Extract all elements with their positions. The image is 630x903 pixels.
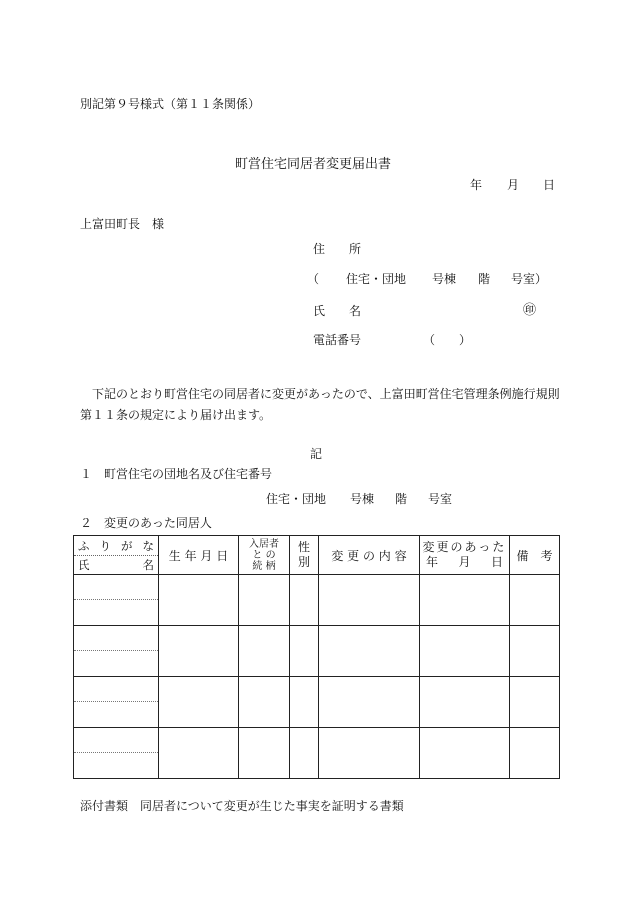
table-header-row [74, 536, 560, 575]
item1-heading: １ 町営住宅の団地名及び住宅番号 [80, 467, 273, 481]
change-date-input-cell[interactable] [420, 626, 510, 677]
room-label: 号室） [511, 272, 548, 286]
body-text-line2: 第１１条の規定により届け出ます。 [80, 408, 272, 422]
change-content-input-cell[interactable] [319, 575, 420, 626]
name-input-cell[interactable] [74, 728, 159, 779]
addressee: 上富田町長 様 [80, 217, 165, 231]
table-row [74, 677, 560, 728]
birthdate-input-cell[interactable] [159, 728, 239, 779]
address-label: 住 所 [313, 242, 362, 256]
date-month: 月 [507, 178, 520, 192]
th-sex: 性 別 [290, 536, 319, 575]
birthdate-input-cell[interactable] [159, 677, 239, 728]
birthdate-input-cell[interactable] [159, 626, 239, 677]
th-relation: 入居者 と の 続 柄 [239, 536, 290, 575]
sex-input-cell[interactable] [290, 575, 319, 626]
birthdate-input-cell[interactable] [159, 575, 239, 626]
relation-input-cell[interactable] [239, 677, 290, 728]
sex-input-cell[interactable] [290, 677, 319, 728]
date-day: 日 [543, 178, 556, 192]
sex-input-cell[interactable] [290, 626, 319, 677]
sex-input-cell[interactable] [290, 728, 319, 779]
relation-input-cell[interactable] [239, 575, 290, 626]
change-date-input-cell[interactable] [420, 677, 510, 728]
item2-heading: ２ 変更のあった同居人 [80, 516, 212, 530]
th-change-content: 変 更 の 内 容 [319, 536, 420, 575]
change-content-input-cell[interactable] [319, 728, 420, 779]
phone-label: 電話番号 [313, 333, 362, 347]
name-label: 氏 名 [313, 304, 362, 318]
name-input-cell[interactable] [74, 677, 159, 728]
housing-open-paren: （ [307, 272, 320, 286]
relation-input-cell[interactable] [239, 626, 290, 677]
remarks-input-cell[interactable] [510, 728, 560, 779]
change-date-input-cell[interactable] [420, 728, 510, 779]
remarks-input-cell[interactable] [510, 626, 560, 677]
phone-parens: （ ） [423, 333, 472, 347]
item1-building: 号棟 [350, 492, 375, 506]
name-input-cell[interactable] [74, 575, 159, 626]
change-date-input-cell[interactable] [420, 575, 510, 626]
building-label: 号棟 [432, 272, 457, 286]
date-year: 年 [470, 178, 483, 192]
th-name [74, 536, 159, 575]
th-change-date: 変更のあった 年 月 日 [420, 536, 510, 575]
th-remarks: 備 考 [510, 536, 560, 575]
remarks-input-cell[interactable] [510, 575, 560, 626]
table-row [74, 626, 560, 677]
item1-room: 号室 [428, 492, 453, 506]
housing-type: 住宅・団地 [346, 272, 407, 286]
relation-input-cell[interactable] [239, 728, 290, 779]
ki-heading: 記 [310, 447, 323, 461]
name-input-cell[interactable] [74, 626, 159, 677]
floor-label: 階 [478, 272, 491, 286]
seal-mark: ㊞ [523, 303, 537, 318]
table-row [74, 728, 560, 779]
form-title: 町営住宅同居者変更届出書 [235, 157, 392, 172]
name-col-label: 氏 名 [78, 557, 154, 572]
kana-label: ふ り が な [74, 537, 158, 556]
attachment-note: 添付書類 同居者について変更が生じた事実を証明する書類 [80, 799, 404, 813]
th-birthdate: 生 年 月 日 [159, 536, 239, 575]
household-change-table [73, 535, 560, 779]
form-number: 別記第９号様式（第１１条関係） [80, 97, 261, 111]
table-row [74, 575, 560, 626]
body-text-line1: 下記のとおり町営住宅の同居者に変更があったので、上富田町営住宅管理条例施行規則 [92, 387, 560, 401]
change-content-input-cell[interactable] [319, 677, 420, 728]
item1-floor: 階 [395, 492, 408, 506]
item1-housing-type: 住宅・団地 [266, 492, 327, 506]
remarks-input-cell[interactable] [510, 677, 560, 728]
change-content-input-cell[interactable] [319, 626, 420, 677]
